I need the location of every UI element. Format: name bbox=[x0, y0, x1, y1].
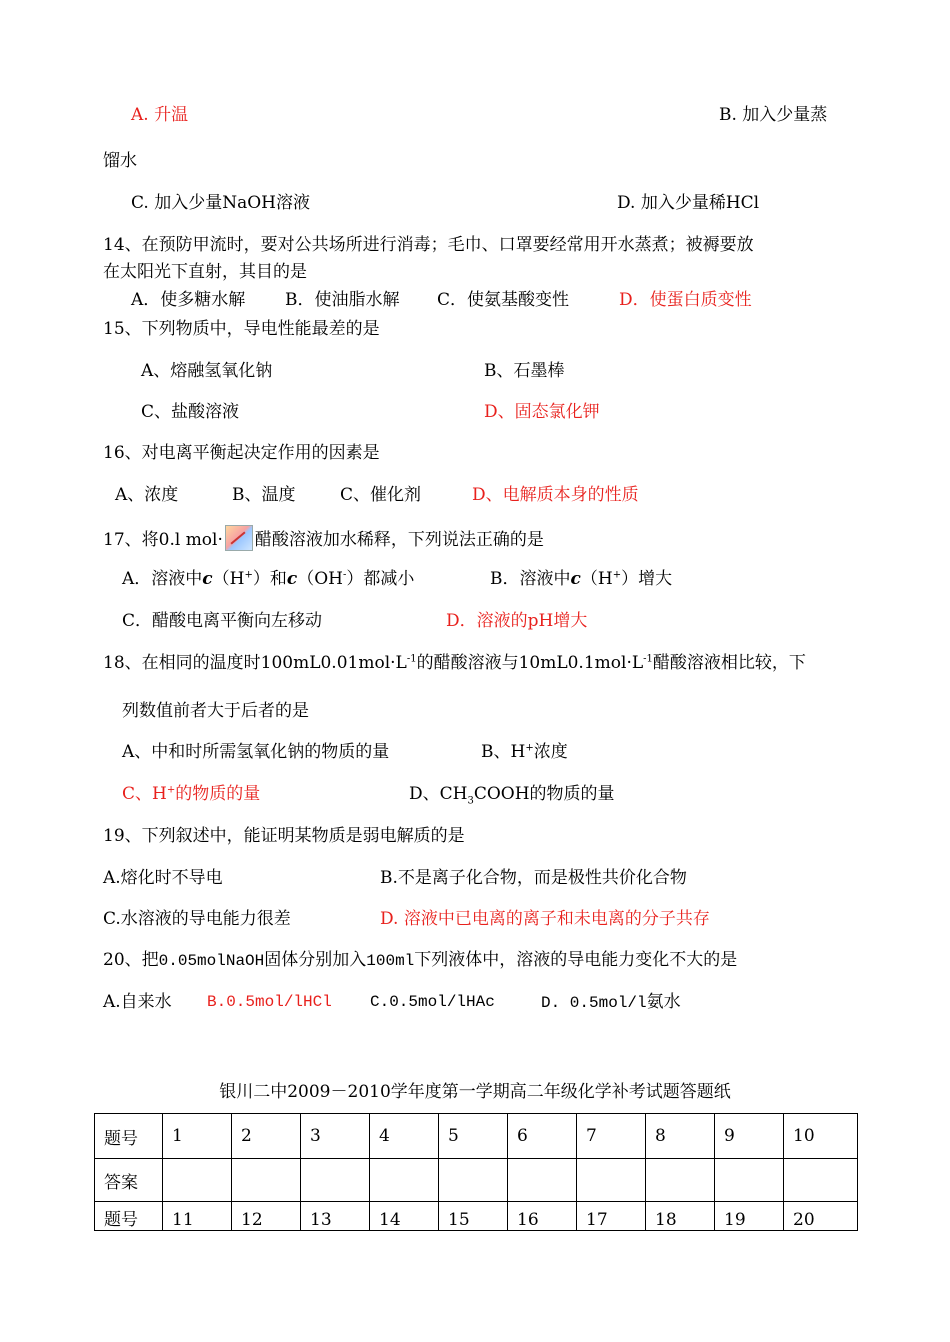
q19-option-a: A.熔化时不导电 bbox=[103, 868, 223, 888]
q19-option-c: C.水溶液的导电能力很差 bbox=[103, 909, 291, 929]
q18-option-d bbox=[409, 783, 615, 805]
q18-stem-line1 bbox=[103, 652, 806, 674]
table-cell: 20 bbox=[784, 1202, 858, 1231]
q20-option-b: B.0.5mol/lHCl bbox=[207, 993, 332, 1011]
answer-cell[interactable] bbox=[715, 1159, 784, 1202]
answer-cell[interactable] bbox=[439, 1159, 508, 1202]
q20-stem bbox=[103, 949, 737, 972]
q13-option-a: A. 升温 bbox=[131, 105, 189, 125]
q16-option-b: B、温度 bbox=[232, 485, 296, 505]
answer-cell[interactable] bbox=[577, 1159, 646, 1202]
table-cell: 3 bbox=[301, 1114, 370, 1159]
q17-stem-end: 醋酸溶液加水稀释，下列说法正确的是 bbox=[254, 530, 544, 550]
q15-option-c: C、盐酸溶液 bbox=[141, 402, 240, 422]
table-row bbox=[95, 1114, 858, 1159]
q17-option-b-suffix: ）增大 bbox=[621, 569, 673, 589]
table-cell: 19 bbox=[715, 1202, 784, 1231]
table-cell: 5 bbox=[439, 1114, 508, 1159]
q17-stem bbox=[103, 525, 544, 551]
q17-symbol-c: c bbox=[570, 569, 581, 589]
q18-option-c-prefix: C、H bbox=[122, 784, 167, 804]
q18-option-b bbox=[481, 741, 568, 763]
answer-cell[interactable] bbox=[232, 1159, 301, 1202]
table-cell: 8 bbox=[646, 1114, 715, 1159]
q18-option-c bbox=[122, 783, 260, 805]
q18-option-d-suffix: COOH的物质的量 bbox=[473, 784, 615, 804]
q18-stem-part3: 醋酸溶液相比较，下 bbox=[652, 653, 806, 673]
answer-table bbox=[94, 1113, 858, 1231]
q17-plus-sup: + bbox=[244, 569, 253, 581]
q16-option-c: C、催化剂 bbox=[340, 485, 422, 505]
q18-exponent: -1 bbox=[406, 653, 417, 665]
table-cell: 13 bbox=[301, 1202, 370, 1231]
q17-option-a-prefix: A．溶液中 bbox=[122, 569, 203, 589]
table-row bbox=[95, 1159, 858, 1202]
q17-minus-sup: - bbox=[342, 569, 347, 581]
table-cell: 2 bbox=[232, 1114, 301, 1159]
q20-option-d bbox=[541, 991, 681, 1014]
table-cell: 4 bbox=[370, 1114, 439, 1159]
q18-exponent: -1 bbox=[643, 653, 653, 665]
q16-option-a: A、浓度 bbox=[115, 485, 179, 505]
q18-stem-line2: 列数值前者大于后者的是 bbox=[122, 701, 309, 721]
q17-symbol-c: c bbox=[202, 569, 213, 589]
table-cell: 11 bbox=[163, 1202, 232, 1231]
q14-stem-line1: 14、在预防甲流时，要对公共场所进行消毒；毛巾、口罩要经常用开水蒸煮；被褥要放 bbox=[103, 235, 754, 255]
table-cell: 12 bbox=[232, 1202, 301, 1231]
answer-sheet-title: 银川二中2009－2010学年度第一学期高二年级化学补考试题答题纸 bbox=[219, 1082, 731, 1102]
q20-stem-part3: 固体分别加入 bbox=[264, 950, 367, 970]
q18-stem-part2: 的醋酸溶液与10mL0.1mol·L bbox=[416, 653, 644, 673]
q20-stem-part1: 20、把 bbox=[103, 950, 159, 970]
answer-cell[interactable] bbox=[370, 1159, 439, 1202]
q20-option-d-suffix: 氨水 bbox=[646, 992, 681, 1012]
q17-option-d: D．溶液的pH增大 bbox=[446, 611, 588, 631]
table-cell: 15 bbox=[439, 1202, 508, 1231]
q19-option-d: D. 溶液中已电离的离子和未电离的分子共存 bbox=[380, 909, 710, 929]
q13-option-b: B. 加入少量蒸 bbox=[719, 105, 828, 125]
q17-option-b-prefix: B．溶液中 bbox=[490, 569, 571, 589]
table-cell: 14 bbox=[370, 1202, 439, 1231]
q18-stem-part1: 18、在相同的温度时100mL0.01mol·L bbox=[103, 653, 407, 673]
q20-stem-part2: 0.05molNaOH bbox=[158, 952, 265, 970]
table-row bbox=[95, 1202, 858, 1231]
table-cell: 10 bbox=[784, 1114, 858, 1159]
q16-stem: 16、对电离平衡起决定作用的因素是 bbox=[103, 443, 380, 463]
q19-option-b: B.不是离子化合物，而是极性共价化合物 bbox=[380, 868, 687, 888]
q17-symbol-c: c bbox=[286, 569, 298, 589]
table-cell: 17 bbox=[577, 1202, 646, 1231]
q15-option-a: A、熔融氢氧化钠 bbox=[141, 361, 273, 381]
table-cell: 9 bbox=[715, 1114, 784, 1159]
q14-option-d: D．使蛋白质变性 bbox=[619, 290, 752, 310]
q20-stem-part4: 100ml bbox=[366, 952, 415, 970]
q15-option-b: B、石墨棒 bbox=[484, 361, 565, 381]
q18-option-b-suffix: 浓度 bbox=[533, 742, 568, 762]
q18-subscript: 3 bbox=[467, 795, 474, 807]
answer-cell[interactable] bbox=[508, 1159, 577, 1202]
broken-image-icon bbox=[225, 525, 253, 551]
q14-option-b: B．使油脂水解 bbox=[285, 290, 400, 310]
q14-option-a: A．使多糖水解 bbox=[131, 290, 246, 310]
q20-option-a: A.自来水 bbox=[103, 992, 172, 1012]
q18-option-b-prefix: B、H bbox=[481, 742, 526, 762]
q14-option-c: C．使氨基酸变性 bbox=[437, 290, 570, 310]
q18-plus-sup: + bbox=[166, 784, 176, 796]
q18-plus-sup: + bbox=[525, 742, 534, 754]
q18-option-a: A、中和时所需氢氧化钠的物质的量 bbox=[122, 742, 390, 762]
q14-stem-line2: 在太阳光下直射，其目的是 bbox=[103, 262, 307, 282]
answer-cell[interactable] bbox=[646, 1159, 715, 1202]
q17-h-label: （H bbox=[212, 569, 245, 589]
q17-oh-label: （OH bbox=[297, 569, 343, 589]
q18-option-d-prefix: D、CH bbox=[409, 784, 468, 804]
q15-option-d: D、固态氯化钾 bbox=[484, 402, 600, 422]
answer-cell[interactable] bbox=[301, 1159, 370, 1202]
q13-option-d: D. 加入少量稀HCl bbox=[617, 193, 760, 213]
q17-paren: ） bbox=[252, 569, 270, 589]
table-cell: 答案 bbox=[95, 1159, 163, 1202]
q17-option-a bbox=[122, 568, 414, 590]
table-cell: 题号 bbox=[95, 1114, 163, 1159]
q17-plus-sup: + bbox=[612, 569, 622, 581]
q20-option-d-prefix: D. 0.5mol/l bbox=[541, 994, 647, 1012]
table-cell: 7 bbox=[577, 1114, 646, 1159]
q18-option-c-suffix: 的物质的量 bbox=[175, 784, 261, 804]
table-cell: 1 bbox=[163, 1114, 232, 1159]
answer-cell[interactable] bbox=[163, 1159, 232, 1202]
q17-option-c: C．醋酸电离平衡向左移动 bbox=[122, 611, 323, 631]
q17-and: 和 bbox=[269, 569, 287, 589]
table-cell: 18 bbox=[646, 1202, 715, 1231]
q13-option-c: C. 加入少量NaOH溶液 bbox=[131, 193, 310, 213]
q13-option-b-continued: 馏水 bbox=[103, 151, 137, 171]
q20-stem-part5: 下列液体中，溶液的导电能力变化不大的是 bbox=[414, 950, 738, 970]
q17-option-b bbox=[490, 568, 672, 590]
q15-stem: 15、下列物质中，导电性能最差的是 bbox=[103, 319, 380, 339]
q17-h-label: （H bbox=[580, 569, 613, 589]
q20-option-c: C.0.5mol/lHAc bbox=[370, 993, 495, 1011]
q17-stem-start: 17、将0.l mol· bbox=[103, 530, 223, 550]
q17-option-a-suffix: ）都减小 bbox=[346, 569, 415, 589]
q16-option-d: D、电解质本身的性质 bbox=[472, 485, 639, 505]
table-cell: 16 bbox=[508, 1202, 577, 1231]
table-cell: 题号 bbox=[95, 1202, 163, 1231]
table-cell: 6 bbox=[508, 1114, 577, 1159]
answer-cell[interactable] bbox=[784, 1159, 858, 1202]
q19-stem: 19、下列叙述中，能证明某物质是弱电解质的是 bbox=[103, 826, 465, 846]
